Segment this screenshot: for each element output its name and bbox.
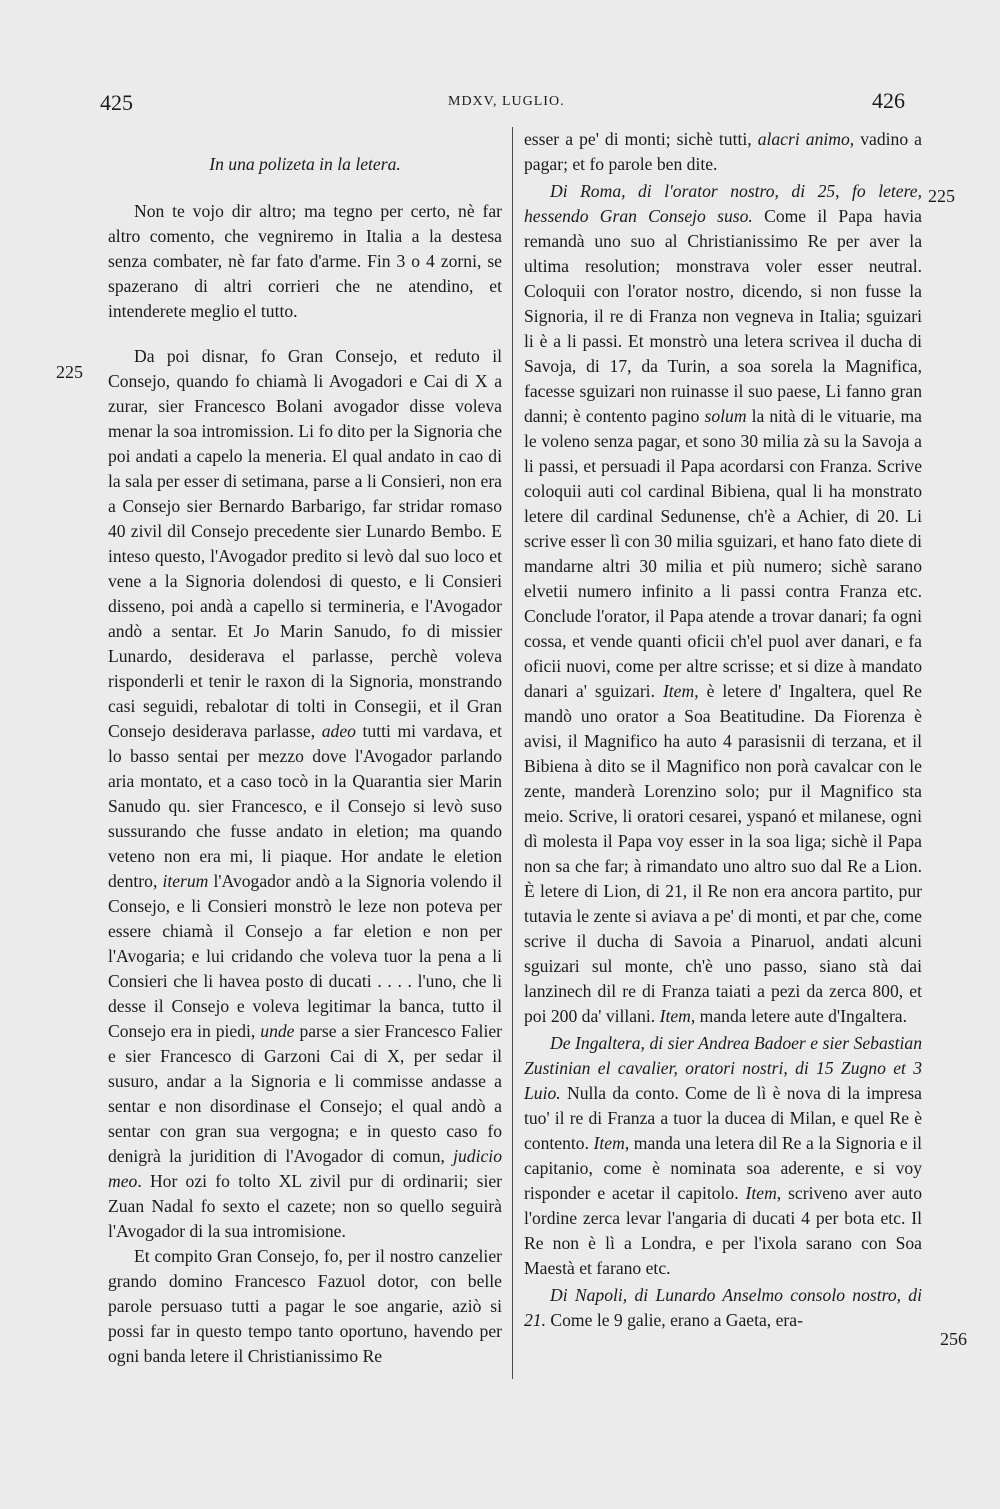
page-header [0, 88, 1000, 118]
paragraph: Di Roma, di l'orator nostro, di 25, fo letere, hessendo Gran Consejo suso. Come il Papa havia remandà uno suo al Christianissimo Re per aver la ultima resolution; monstrava voler esser neutral. Coloquii con l'orator nostro, dicendo, si non fusse la Signoria, il re di Franza non vegneva in Italia; sguizari li è a li passi. Et monstrò una letera scrivea il ducha di Savoja, di 17, da Turin, a soa sorela la Magnifica, facesse sguizari non ruinasse il suo paese, Li fanno gran danni; è contento pagino solum la nità di le vituarie, ma le voleno senza pagar, et sono 30 milia zà su la Savoja a li passi, et persuadi il Papa acordarsi con Franza. Scrive coloquii auti col cardinal Bibiena, qual li ha monstrato letere dil cardinal Sedunense, ch'è a Achier, di 20. Li scrive esser lì con 30 milia sguizari, et hano fato diete di mandarne altri 30 milia et più numero; sichè sarano elvetii numero infinito a li passi contra Franza etc. Conclude l'orator, il Papa atende a trovar danari; fa ogni cossa, et vende quanti oficii ch'el puol aver danari, e fa oficii nuovi, come per altre scrisse; et si dize à mandato danari a' sguizari. Item, è letere d' Ingaltera, quel Re mandò uno orator a Soa Beatitudine. Da Fiorenza è avisi, il Magnifico ha auto 4 parasisnii di terzana, et il Bibiena à dito se il Magnifico non porà cavalcar con le zente, manderà Lorenzino solo; pur il Magnifico sta meio. Scrive, li oratori cesarei, yspanó et milanese, ogni dì molesta il Papa voy esser in la soa liga; sichè il Papa non sa che far; à rimandato uno altro suo dal Re a Lion. È letere di Lion, di 21, il Re non era ancora partito, pur tutavia le zente si aviava a pe' di monti, et par che, come scrive il ducha di Savoia a Pinaruol, andati alcuni sguizari sul monte, ch'è uno passo, siano stà dai lanzinech dil re di Franza taiati a pezi da zerca 800, et poi 200 da' villani. Item, manda letere aute d'Ingaltera. [524, 181, 922, 1026]
right-column [524, 127, 922, 1333]
page-number-right: 426 [872, 88, 905, 113]
margin-number-right: 225 [928, 186, 955, 206]
paragraph: Non te vojo dir altro; ma tegno per certo, nè far altro comento, che vegniremo in Italia a la destesa senza combater, nè far fato d'arme. Fin 3 o 4 zorni, se spazerano di altri corrieri che ne atendino, et intenderete meglio el tutto. [108, 201, 502, 321]
running-title: MDXV, LUGLIO. [448, 94, 565, 109]
section-title: In una polizeta in la letera. [209, 154, 401, 174]
paragraph: Da poi disnar, fo Gran Consejo, et reduto il Consejo, quando fo chiamà li Avogadori e Cai di X a zurar, sier Francesco Bolani avogador disse voleva menar la soa intromission. Li fo dito per la Signoria che poi andati a capelo la meneria. El qual andato in cao di la sala per esser di setimana, parse a li Consieri, non era a Consejo sier Bernardo Barbarigo, far stridar romaso 40 zivil dil Consejo precedente sier Lunardo Bembo. E inteso questo, l'Avogador predito si levò dal suo loco et vene a la Signoria dolendosi di questo, e li Consieri disseno, poi andà a capello si termineria, e l'Avogador andò a sentar. Et Jo Marin Sanudo, fo di missier Lunardo, desiderava el parlasse, perchè voleva risponderli et tenir le raxon di la Signoria, monstrando casi seguidi, rebalotar di tolti in Consegii, et il Gran Consejo desiderava parlasse, adeo tutti mi vardava, et lo basso sentai per mezzo dove l'Avogador parlando aria montato, et a caso tocò in la Quarantia sier Marin Sanudo qu. sier Francesco, e il Consejo si levò suso sussurando che fusse andato in eletion; ma quando veteno non era mi, li piaque. Hor andate le eletion dentro, iterum l'Avogador andò a la Signoria volendo il Consejo, e li Consieri monstrò le leze non poteva per essere chiamà il Consejo a far eletion e non per l'Avogaria; e lui cridando che voleva tuor la pena a li Consieri che li havea posto di ducati . . . . l'uno, che li desse il Consejo e voleva legitimar la banca, tutto il Consejo era in piedi, unde parse a sier Francesco Falier e sier Francesco di Garzoni Cai di X, per sedar il susuro, andar a la Signoria e li commisse andasse a sentar e non disordinase el Consejo; el qual andò a sentar con gran sua vergogna; e in questo caso fo denigrà la juridition di l'Avogador di comun, judicio meo. Hor ozi fo tolto XL zivil pur di ordinarii; sier Zuan Nadal fo sexto el cazete; non so quello seguirà l'Avogador di la sua intromisione. [108, 346, 502, 1241]
page-number-left: 425 [100, 90, 133, 115]
paragraph: Di Napoli, di Lunardo Anselmo consolo nostro, di 21. Come le 9 galie, erano a Gaeta, era- [524, 1285, 922, 1330]
margin-number-left: 225 [56, 362, 83, 382]
left-column [108, 152, 502, 1369]
column-divider [512, 127, 513, 1379]
paragraph: esser a pe' di monti; sichè tutti, alacri animo, vadino a pagar; et fo parole ben dite. [524, 129, 922, 174]
paragraph: De Ingaltera, di sier Andrea Badoer e sier Sebastian Zustinian el cavalier, oratori nostri, di 15 Zugno et 3 Luio. Nulla da conto. Come de lì è nova di la impresa tuo' il re di Franza a tuor la ducea di Milan, e quel Re è contento. Item, manda una letera dil Re a la Signoria e il capitanio, come è nominata soa aderente, e si voy risponder e acetar il capitolo. Item, scriveno aver auto l'ordine zerca levar l'angaria di ducati 4 per bota etc. Il Re non è lì a Londra, e per l'ixola sarano con Soa Maestà et farano etc. [524, 1033, 922, 1278]
paragraph: Et compito Gran Consejo, fo, per il nostro canzelier grando domino Francesco Fazuol dotor, con belle parole persuaso tutti a pagar le soe angarie, aziò si possi far in questo tempo tanto oportuno, havendo per ogni banda letere il Christianissimo Re [108, 1246, 502, 1366]
margin-number-right-bottom: 256 [940, 1329, 967, 1349]
